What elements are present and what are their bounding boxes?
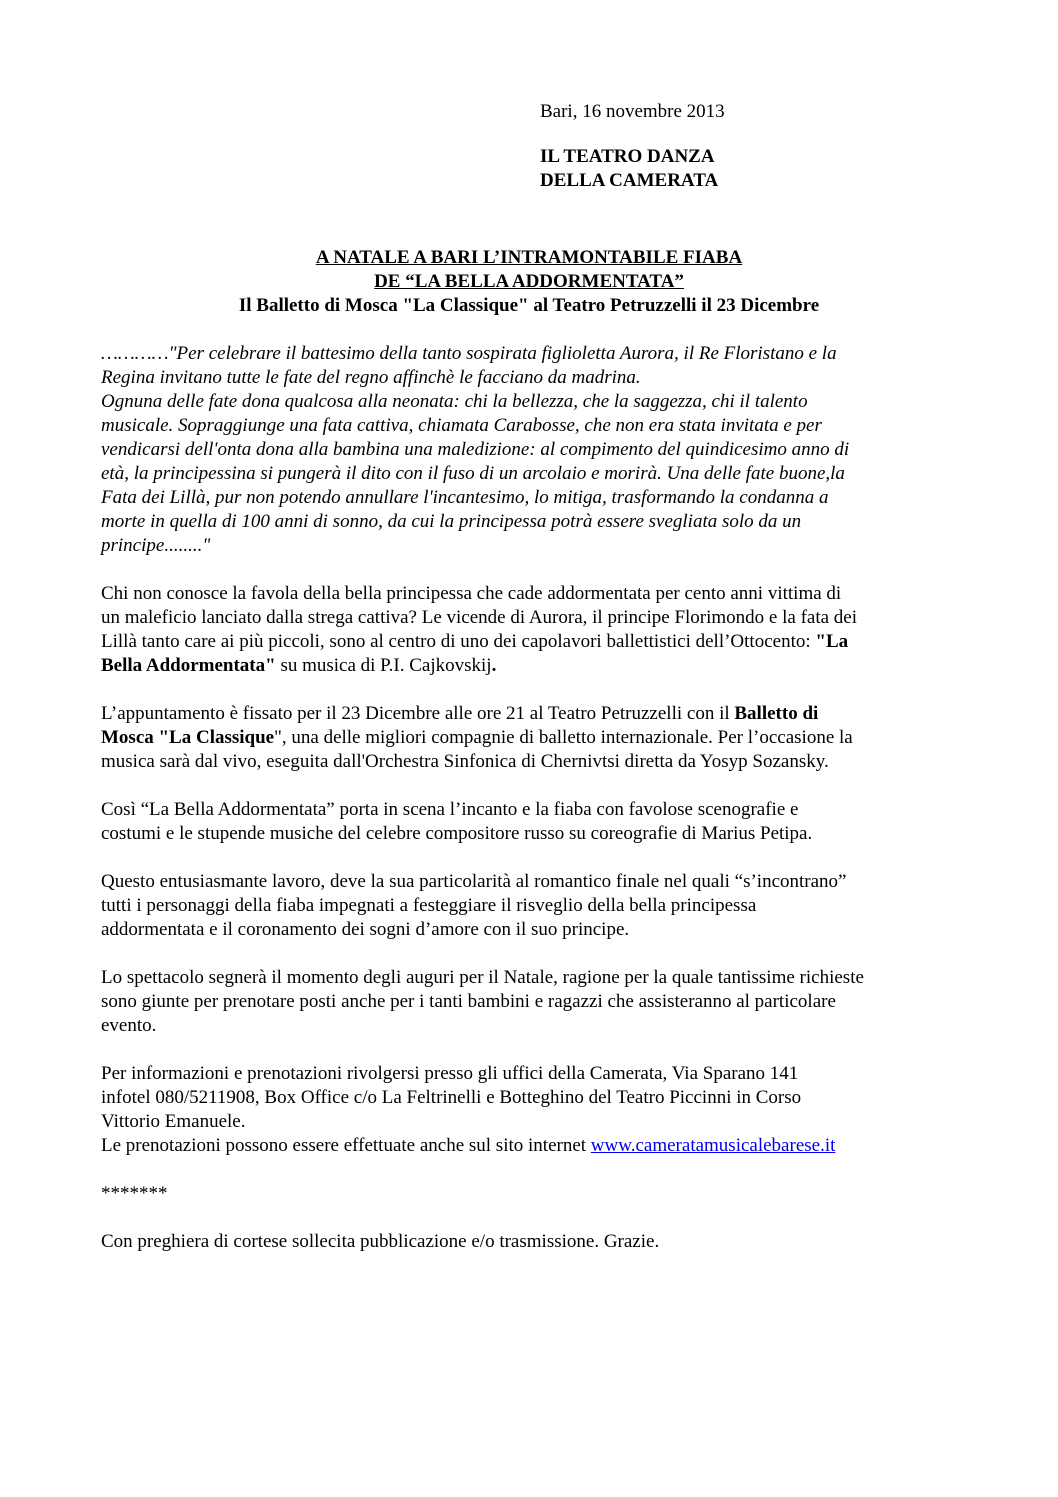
subtitle: Il Balletto di Mosca "La Classique" al Teatro Petruzzelli il 23 Dicembre (238, 295, 820, 316)
paragraph-intro (101, 582, 961, 678)
paragraph-line: Lillà tanto care ai più piccoli, sono al centro di uno dei capolavori ballettistici dell’Ottocento: (101, 631, 816, 652)
paragraph-line: musica sarà dal vivo, eseguita dall'Orchestra Sinfonica di Chernivtsi diretta da Yosyp Sozansky. (101, 751, 829, 772)
paragraph-line: tutti i personaggi della fiaba impegnati a festeggiare il risveglio della bella principessa (101, 895, 757, 916)
paragraph-line: Vittorio Emanuele. (101, 1111, 246, 1132)
paragraph-line: evento. (101, 1015, 157, 1036)
title-line-2: DE “LA BELLA ADDORMENTATA” (374, 271, 684, 292)
website-link[interactable]: www.cameratamusicalebarese.it (590, 1135, 836, 1156)
document-date: Bari, 16 novembre 2013 (540, 101, 725, 122)
paragraph-line: Chi non conosce la favola della bella principessa che cade addormentata per cento anni vittima di (101, 583, 842, 604)
company-name-bold: Balletto di (734, 703, 819, 724)
quote-line: morte in quella di 100 anni di sonno, da cui la principessa potrà essere svegliata solo da un (101, 511, 802, 532)
paragraph-christmas (101, 966, 961, 1038)
paragraph-line: un maleficio lanciato dalla strega cattiva? Le vicende di Aurora, il principe Florimondo e la fata dei (101, 607, 858, 628)
separator: ******* (101, 1183, 168, 1204)
quote-line: Ognuna delle fate dona qualcosa alla neonata: chi la bellezza, che la saggezza, chi il talento (101, 391, 808, 412)
title-block (100, 246, 958, 318)
paragraph-line: sono giunte per prenotare posti anche per i tanti bambini e ragazzi che assisteranno al particolare (101, 991, 836, 1012)
paragraph-scenography (101, 798, 961, 846)
paragraph-line: L’appuntamento è fissato per il 23 Dicembre alle ore 21 al Teatro Petruzzelli con il (101, 703, 735, 724)
ballet-title-bold: "La (815, 631, 849, 652)
quote-line: …………"Per celebrare il battesimo della tanto sospirata figlioletta Aurora, il Re Floristano e la (101, 343, 837, 364)
paragraph-line: Le prenotazioni possono essere effettuate anche sul sito internet (101, 1135, 591, 1156)
quote-line: musicale. Sopraggiunge una fata cattiva, chiamata Carabosse, che non era stata invitata e per (101, 415, 822, 436)
company-name-bold: Mosca "La Classique (101, 727, 275, 748)
paragraph-event (101, 702, 961, 774)
paragraph-info (101, 1062, 961, 1158)
paragraph-line: ", una delle migliori compagnie di balletto internazionale. Per l’occasione la (274, 727, 853, 748)
organization-line-2: DELLA CAMERATA (540, 170, 719, 191)
quote-line: età, la principessina si pungerà il dito con il fuso di un arcolaio e morirà. Una delle fate buone,la (101, 463, 845, 484)
period-bold: . (491, 655, 497, 676)
quote-line: principe........" (101, 535, 211, 556)
paragraph-line: infotel 080/5211908, Box Office c/o La Feltrinelli e Botteghino del Teatro Piccinni in Corso (101, 1087, 802, 1108)
body-text (101, 342, 961, 1278)
quote-line: Fata dei Lillà, pur non potendo annullare l'incantesimo, lo mitiga, trasformando la condanna a (101, 487, 829, 508)
header-block (540, 100, 940, 193)
paragraph-line: Così “La Bella Addormentata” porta in scena l’incanto e la fiaba con favolose scenografie e (101, 799, 799, 820)
paragraph-line: Questo entusiasmante lavoro, deve la sua particolarità al romantico finale nel quali “s’incontrano” (101, 871, 847, 892)
paragraph-finale (101, 870, 961, 942)
closing-line: Con preghiera di cortese sollecita pubblicazione e/o trasmissione. Grazie. (101, 1231, 660, 1252)
organization-line-1: IL TEATRO DANZA (540, 146, 715, 167)
quote-line: Regina invitano tutte le fate del regno affinchè le facciano da madrina. (101, 367, 641, 388)
quote-line: vendicarsi dell'onta dona alla bambina una maledizione: al compimento del quindicesimo anno di (101, 439, 850, 460)
synopsis-quote (101, 342, 961, 558)
paragraph-line: Per informazioni e prenotazioni rivolgersi presso gli uffici della Camerata, Via Sparano 141 (101, 1063, 799, 1084)
ballet-title-bold: Bella Addormentata" (101, 655, 276, 676)
paragraph-line: su musica di P.I. Cajkovskij (275, 655, 492, 676)
paragraph-line: Lo spettacolo segnerà il momento degli auguri per il Natale, ragione per la quale tantissime richieste (101, 967, 864, 988)
paragraph-line: addormentata e il coronamento dei sogni d’amore con il suo principe. (101, 919, 630, 940)
paragraph-line: costumi e le stupende musiche del celebre compositore russo su coreografie di Marius Petipa. (101, 823, 813, 844)
title-line-1: A NATALE A BARI L’INTRAMONTABILE FIABA (315, 247, 743, 268)
